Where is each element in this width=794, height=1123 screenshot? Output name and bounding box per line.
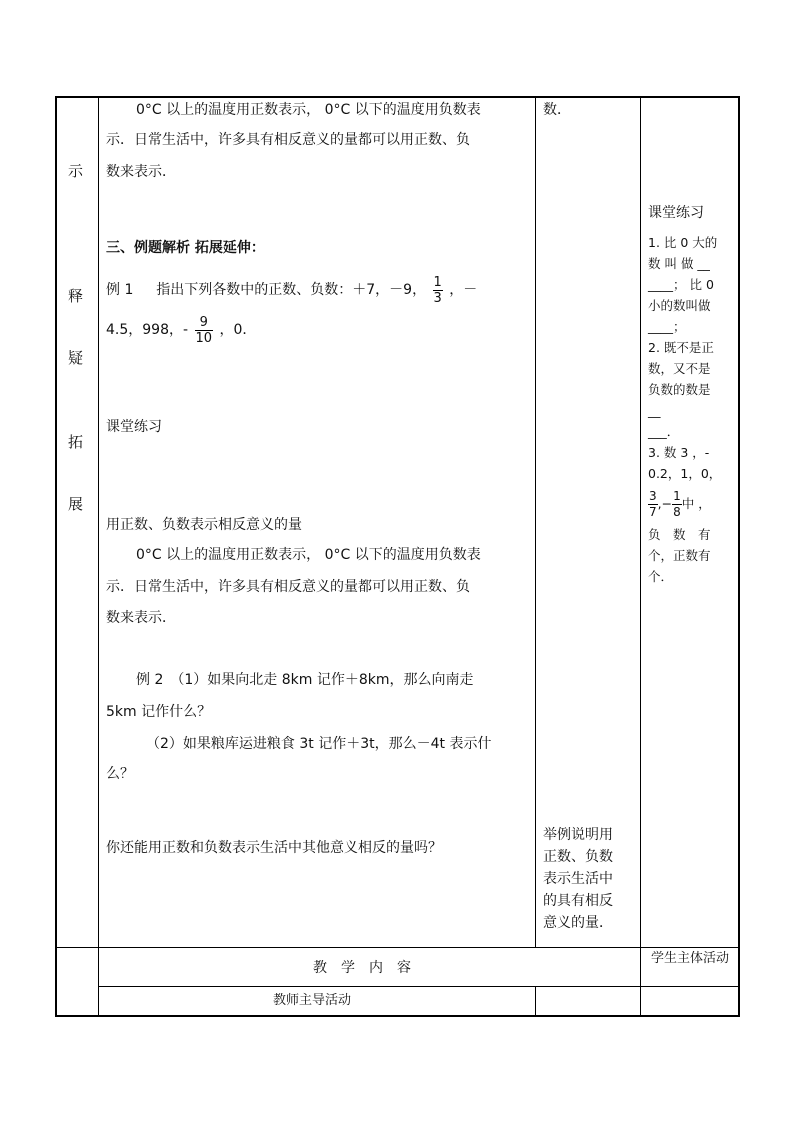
- example1-line2-pre: 4.5，998，-: [106, 322, 189, 338]
- topic-line-2: 示．日常生活中，许多具有相反意义的量都可以用正数、负: [106, 579, 470, 595]
- topic-line-3: 数来表示．: [106, 610, 176, 626]
- column-divider-2: [535, 96, 536, 948]
- practice-label: 课堂练习: [106, 419, 162, 435]
- example1-after-frac: ，－: [449, 282, 478, 298]
- column-divider-1: [98, 96, 99, 1016]
- practice-line: 3. 数 3 ，-: [648, 445, 710, 460]
- practice-title: 课堂练习: [648, 205, 704, 221]
- fraction-three-sevenths: $\frac{3}{7}$: [649, 489, 657, 519]
- example2-line-4: 么？: [106, 766, 134, 782]
- practice-line: 个，正数有: [648, 548, 711, 563]
- left-label-char: 疑: [68, 349, 84, 367]
- practice-line: ___．: [648, 424, 680, 439]
- row-divider-content-bottom: [55, 947, 740, 948]
- practice-line: 负 数 有: [648, 527, 711, 542]
- fraction-nine-tenths: $\frac{9}{10}$: [195, 314, 213, 346]
- practice-line: 数，又不是: [648, 361, 711, 376]
- table-border-right: [738, 96, 740, 1017]
- activity-line: 举例说明用: [543, 827, 613, 843]
- example1-label: 例 1: [106, 282, 134, 298]
- practice-line: ____； 比 0: [648, 277, 714, 292]
- activity-top-text: 数．: [543, 102, 571, 118]
- practice-line: __: [648, 403, 661, 418]
- example1-line-1: [106, 272, 477, 308]
- practice-line: 2. 既不是正: [648, 340, 714, 355]
- fraction-one-eighth: $\frac{1}{8}$: [673, 489, 681, 519]
- practice-line: 1. 比 0 大的: [648, 235, 718, 250]
- example2-line-3: （2）如果粮库运进粮食 3t 记作＋3t，那么－4t 表示什: [146, 736, 492, 752]
- table-border-left: [55, 96, 57, 1017]
- discussion-question: 你还能用正数和负数表示生活中其他意义相反的量吗？: [106, 840, 442, 856]
- practice-fraction-line: $\frac{3}{7}$ ,− $\frac{1}{8}$ 中 ，: [649, 489, 711, 519]
- student-activity-header: 学生主体活动: [650, 951, 729, 966]
- intro-line-2: 示．日常生活中，许多具有相反意义的量都可以用正数、负: [106, 132, 470, 148]
- fraction-one-third: $\frac{1}{3}$: [433, 274, 442, 306]
- example1-line-2: [106, 312, 256, 348]
- activity-line: 的具有相反: [543, 893, 613, 909]
- practice-line: ____；: [648, 319, 686, 334]
- section-title: 三、例题解析 拓展延伸：: [106, 240, 265, 256]
- activity-line: 表示生活中: [543, 871, 613, 887]
- practice-exercises: [648, 232, 736, 587]
- practice-line: 个．: [648, 569, 674, 584]
- topic-line-1: 0°C 以上的温度用正数表示， 0°C 以下的温度用负数表: [136, 547, 481, 563]
- example2-line-2: 5km 记作什么？: [106, 704, 212, 720]
- practice-line: 小的数叫做: [648, 298, 711, 313]
- practice-line: 负数的数是: [648, 382, 711, 397]
- left-label-char: 展: [68, 495, 84, 513]
- left-label-char: 释: [68, 287, 84, 305]
- row-divider-footer: [98, 986, 740, 987]
- teaching-content-header: 教 学 内 容: [313, 960, 411, 976]
- practice-line: 0.2，1，0，: [648, 466, 722, 481]
- example2-line-1: 例 2 （1）如果向北走 8km 记作＋8km，那么向南走: [136, 672, 474, 688]
- intro-line-1: 0°C 以上的温度用正数表示， 0°C 以下的温度用负数表: [136, 102, 481, 118]
- table-border-bottom: [55, 1015, 740, 1017]
- intro-line-3: 数来表示．: [106, 164, 176, 180]
- table-border-top: [55, 96, 740, 98]
- activity-bottom: [543, 824, 635, 934]
- activity-line: 正数、负数: [543, 849, 613, 865]
- example1-line2-post: ，0．: [219, 322, 257, 338]
- teacher-activity-header: 教师主导活动: [273, 993, 352, 1008]
- practice-line: 数 叫 做 __: [648, 256, 710, 271]
- topic-heading: 用正数、负数表示相反意义的量: [106, 517, 302, 533]
- column-divider-3: [640, 96, 641, 1016]
- activity-line: 意义的量．: [543, 915, 613, 931]
- column-divider-2-footer: [535, 986, 536, 1016]
- example1-text: 指出下列各数中的正数、负数：＋7，－9，: [156, 282, 427, 298]
- left-label-char: 示: [68, 162, 84, 180]
- left-label-char: 拓: [68, 433, 84, 451]
